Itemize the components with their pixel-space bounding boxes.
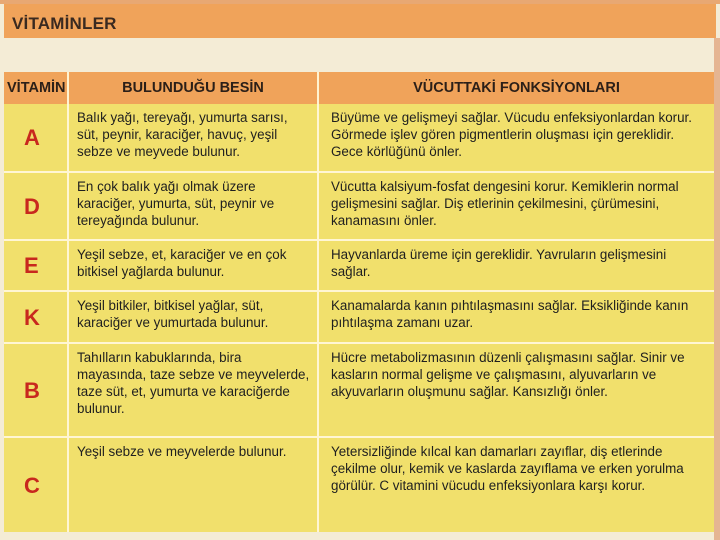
source-cell: Yeşil sebze ve meyvelerde bulunur. [68, 437, 318, 532]
source-cell: Tahılların kabuklarında, bira mayasında, taze sebze ve meyvelerde, taze süt, et, yumurta ve karaciğerde bulunur. [68, 343, 318, 437]
vitamin-letter: E [4, 240, 68, 291]
table-row [4, 240, 714, 291]
source-cell: Balık yağı, tereyağı, yumurta sarısı, süt, peynir, karaciğer, havuç, yeşil sebze ve meyvede bulunur. [68, 104, 318, 172]
vitamin-letter: D [4, 172, 68, 240]
table-header-row [4, 72, 714, 104]
source-cell: Yeşil bitkiler, bitkisel yağlar, süt, karaciğer ve yumurtada bulunur. [68, 291, 318, 343]
right-edge-border [714, 38, 720, 540]
page-title: VİTAMİNLER [12, 14, 117, 33]
vitamin-letter: B [4, 343, 68, 437]
table-row [4, 104, 714, 172]
function-cell: Kanamalarda kanın pıhtılaşmasını sağlar. Eksikliğinde kanın pıhtılaşma zamanı uzar. [318, 291, 714, 343]
vitamin-table [4, 72, 714, 532]
function-cell: Hücre metabolizmasının düzenli çalışmasını sağlar. Sinir ve kasların normal gelişme ve çalışmasını, alyuvarların ve akyuvarların oluşmunu sağlar. Kansızlığı önler. [318, 343, 714, 437]
function-cell: Yetersizliğinde kılcal kan damarları zayıflar, diş etlerinde çekilme olur, kemik ve kaslarda zayıflama ve erken yorulma görülür. C vitamini vücudu enfeksiyonlara karşı korur. [318, 437, 714, 532]
function-cell: Hayvanlarda üreme için gereklidir. Yavruların gelişmesini sağlar. [318, 240, 714, 291]
source-cell: En çok balık yağı olmak üzere karaciğer, yumurta, süt, peynir ve tereyağında bulunur. [68, 172, 318, 240]
header-bar [4, 4, 716, 38]
vitamin-letter: C [4, 437, 68, 532]
vitamin-letter: K [4, 291, 68, 343]
column-header-source: BULUNDUĞU BESİN [68, 72, 318, 104]
table-row [4, 172, 714, 240]
column-header-vitamin: VİTAMİN [4, 72, 68, 104]
vitamin-letter: A [4, 104, 68, 172]
table-row [4, 291, 714, 343]
column-header-function: VÜCUTTAKİ FONKSİYONLARI [318, 72, 714, 104]
table-row [4, 437, 714, 532]
table-row [4, 343, 714, 437]
function-cell: Büyüme ve gelişmeyi sağlar. Vücudu enfeksiyonlardan korur. Görmede işlev gören pigmentlerin oluşması için gereklidir. Gece körlüğünü önler. [318, 104, 714, 172]
source-cell: Yeşil sebze, et, karaciğer ve en çok bitkisel yağlarda bulunur. [68, 240, 318, 291]
function-cell: Vücutta kalsiyum-fosfat dengesini korur. Kemiklerin normal gelişmesini sağlar. Diş etlerinin çekilmesini, çürümesini, kanamasını önler. [318, 172, 714, 240]
